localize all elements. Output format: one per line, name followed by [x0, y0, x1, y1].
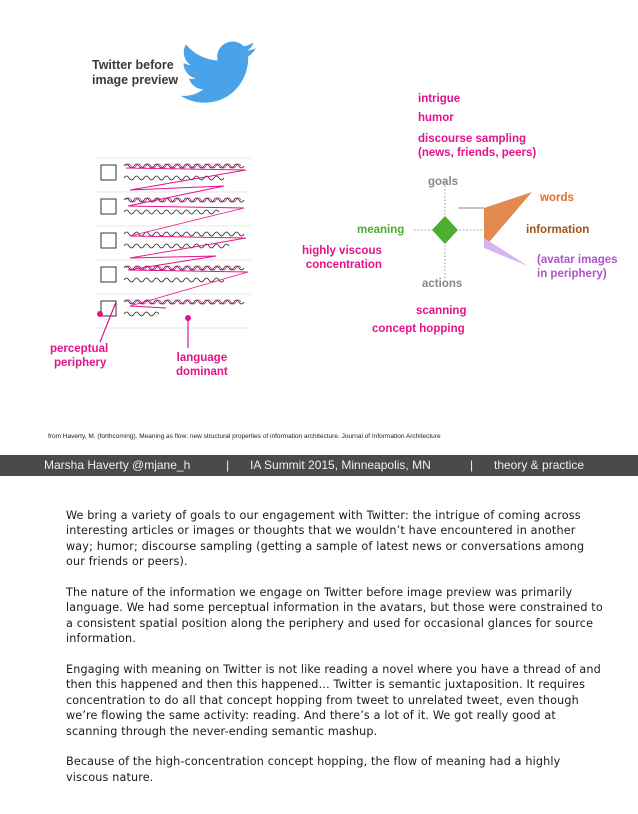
footer-topic: theory & practice: [494, 458, 585, 472]
label-actions: actions: [422, 278, 463, 290]
label-avatar-images: [537, 253, 618, 281]
viscous-line1: highly viscous: [302, 245, 382, 257]
label-intrigue: intrigue: [418, 93, 461, 105]
twitter-title: [92, 58, 178, 88]
twitter-bird-icon: [176, 40, 258, 106]
paragraph: The nature of the information we engage on Twitter before image preview was primarily language. We had some perceptual information in the avatars, but those were constrained to a consistent spatial position along the periphery and used for occasional glances for source information.: [66, 586, 603, 646]
footer-separator: |: [226, 458, 230, 472]
reading-zigzag-path: [126, 168, 248, 308]
viscous-line2: concentration: [305, 259, 382, 271]
discourse-line2: (news, friends, peers): [418, 147, 537, 159]
footer-author: Marsha Haverty @mjane_h: [44, 458, 191, 472]
discourse-line1: discourse sampling: [418, 133, 527, 145]
twitter-title-line1: Twitter before: [92, 58, 174, 72]
label-meaning: meaning: [357, 224, 405, 236]
label-information: information: [526, 224, 590, 236]
label-goals: goals: [428, 176, 459, 188]
footer-bar: [0, 455, 638, 476]
label-concept-hopping: concept hopping: [372, 323, 465, 335]
avatar-box: [101, 165, 116, 180]
label-perceptual-periphery: [50, 342, 108, 370]
language-line2: dominant: [176, 366, 228, 378]
avatar-box: [101, 267, 116, 282]
avatar-line1: (avatar images: [537, 254, 618, 266]
avatar-box: [101, 233, 116, 248]
paragraph: Engaging with meaning on Twitter is not like reading a novel where you have a thread of and then this happened and then this happened… Twitter is semantic juxtaposition. It requires concentration to do all that concept hopping from tweet to unrelated tweet, even though we’re flowing the same activity: reading. And there’s a lot of it. We got really good at scanning through the never-ending semantic mashup.: [66, 663, 601, 738]
footer-separator: |: [470, 458, 474, 472]
avatar-wedge: [484, 238, 528, 266]
label-words: words: [540, 192, 574, 204]
label-highly-viscous: [302, 244, 382, 272]
paragraph: We bring a variety of goals to our engagement with Twitter: the intrigue of coming across interesting articles or images or thoughts that we wouldn’t have encountered in another way; humor; discourse sampling (getting a sample of latest news or conversations among our friends or peers).: [66, 509, 585, 569]
avatar-box: [101, 199, 116, 214]
meaning-diamond: [432, 216, 458, 244]
footer-event: IA Summit 2015, Minneapolis, MN: [250, 458, 431, 472]
label-discourse-sampling: [418, 132, 536, 160]
perceptual-line2: periphery: [54, 357, 107, 369]
body-text: [66, 508, 606, 801]
language-line1: language: [176, 352, 228, 364]
twitter-title-line2: image preview: [92, 73, 179, 87]
label-scanning: scanning: [416, 305, 467, 317]
perceptual-line1: perceptual: [50, 343, 109, 355]
paragraph: Because of the high-concentration concept hopping, the flow of meaning had a highly viscous nature.: [66, 755, 561, 784]
words-wedge: [484, 192, 532, 248]
label-humor: humor: [418, 112, 454, 124]
citation: from Haverty, M. (forthcoming). Meaning as flow: new structural properties of information architecture. Journal of Information Architecture: [48, 433, 441, 440]
avatar-line2: in periphery): [537, 268, 607, 280]
label-language-dominant: [176, 351, 228, 379]
